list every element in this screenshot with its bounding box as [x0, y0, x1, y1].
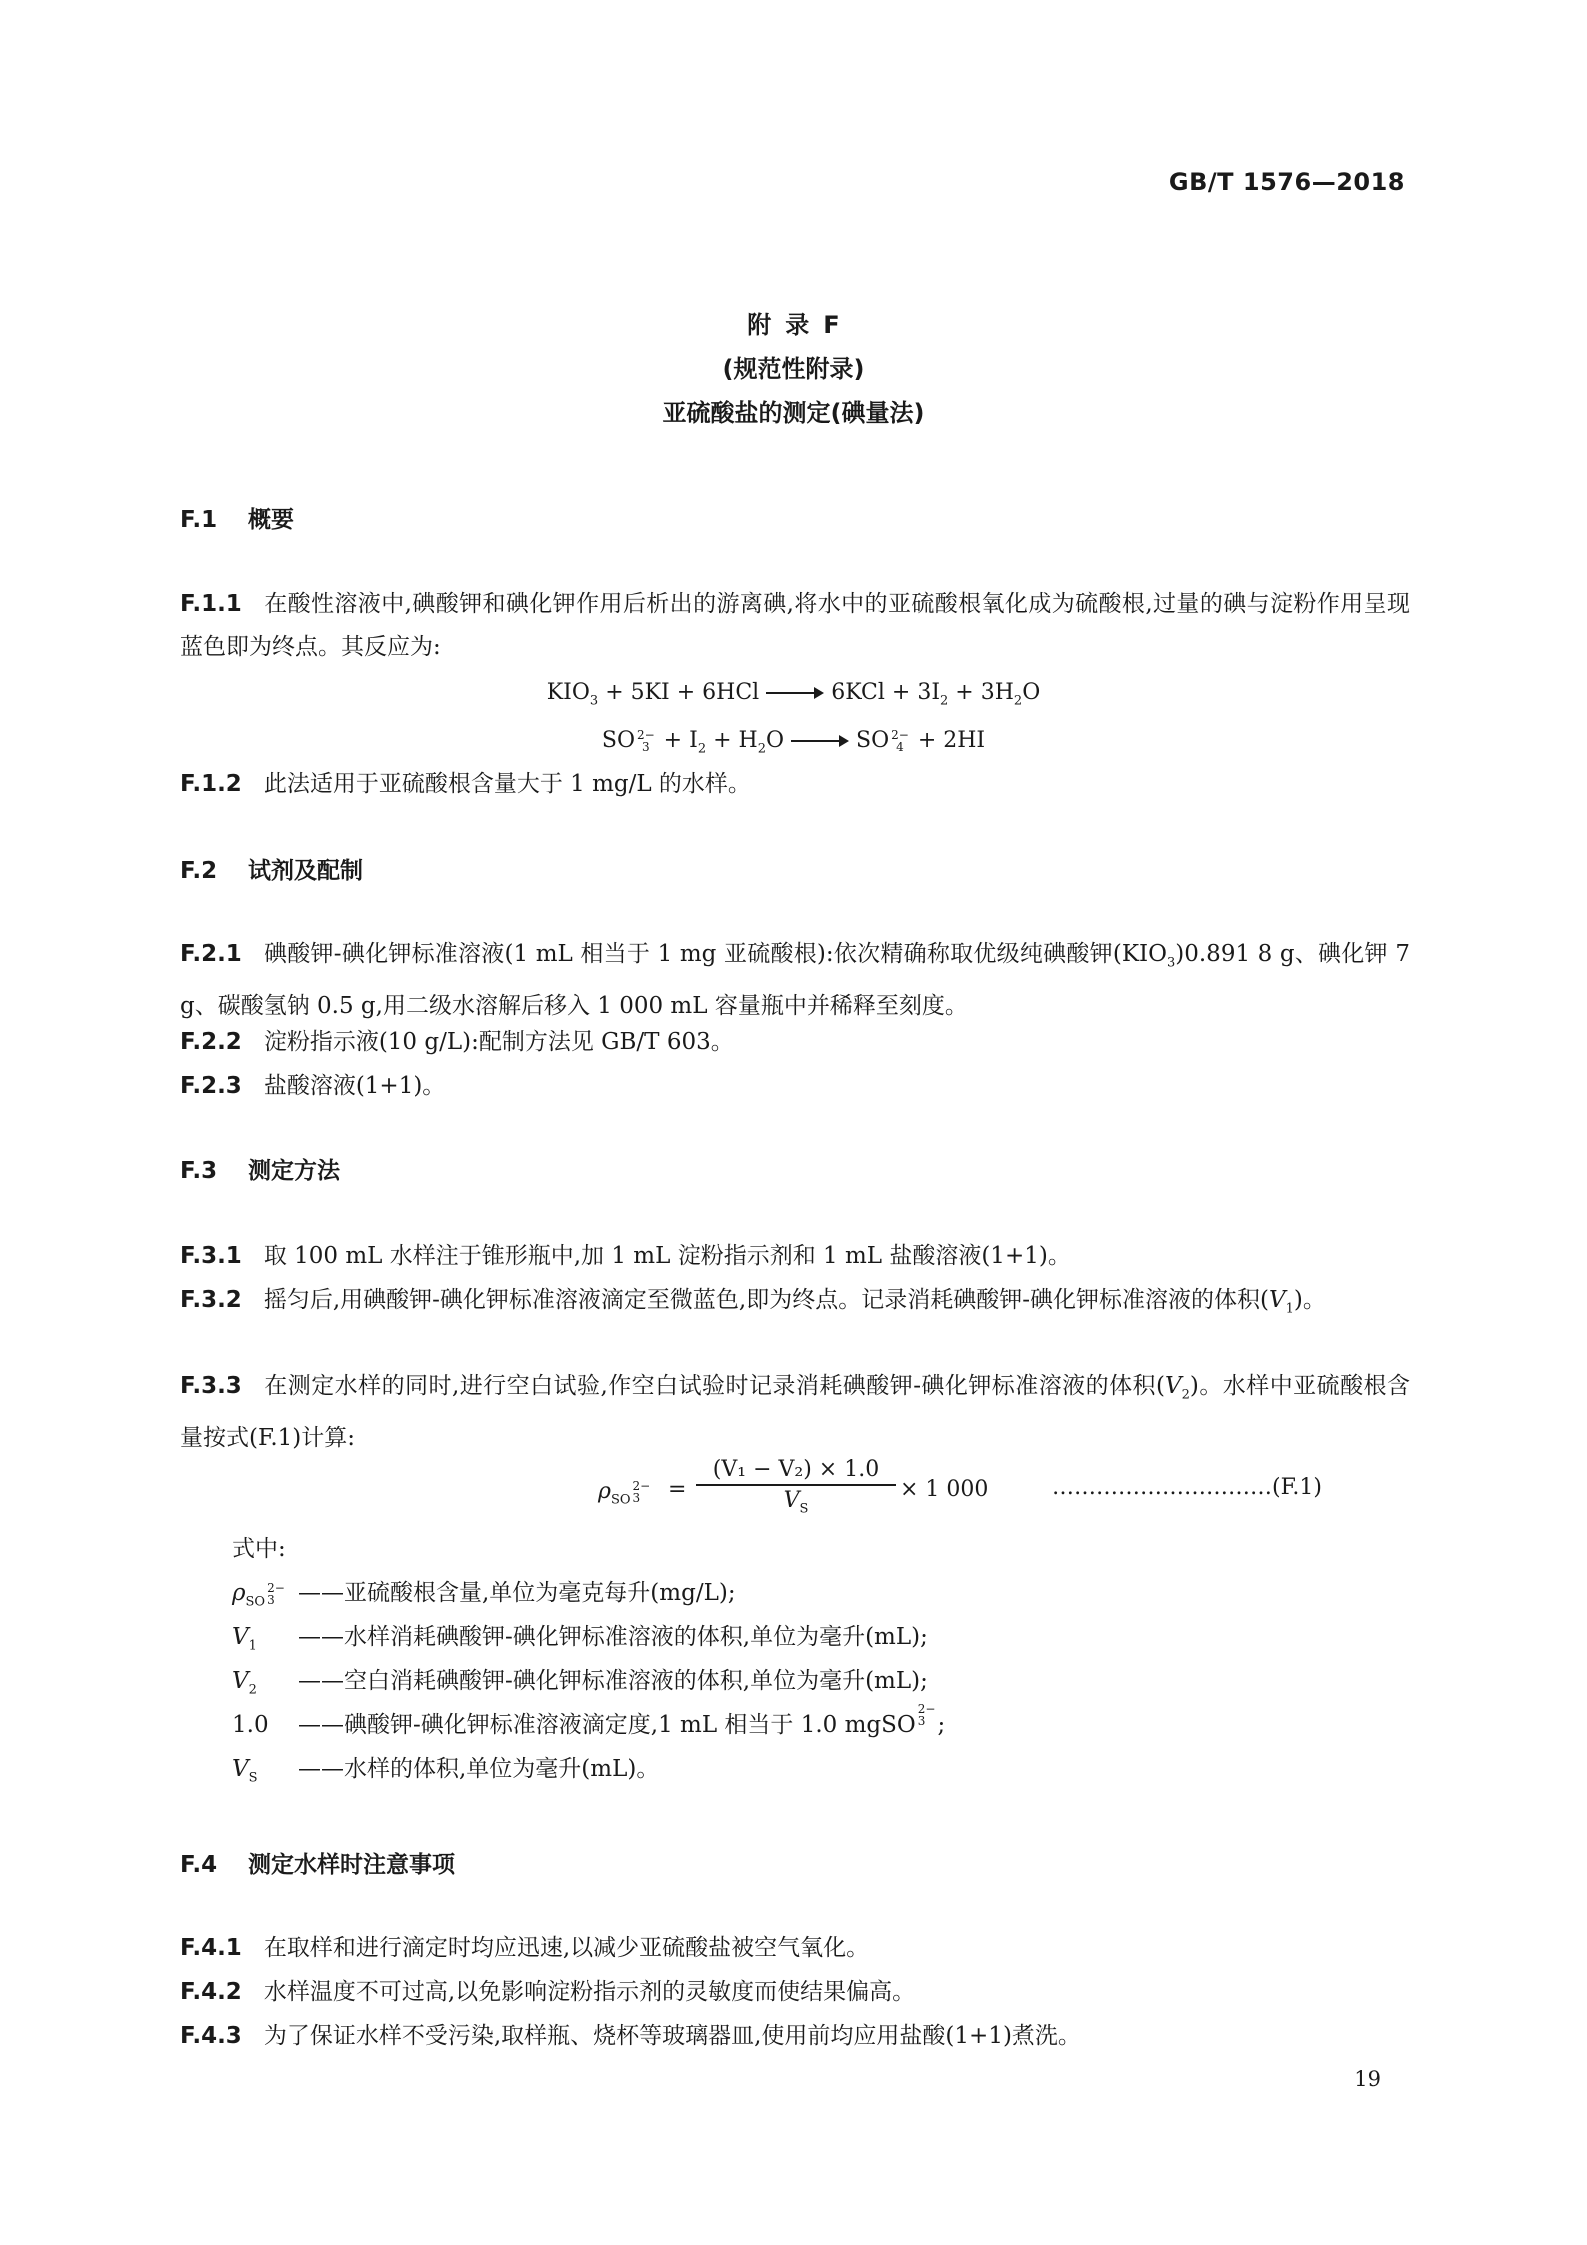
clause-number: F.2.1	[180, 941, 242, 967]
section-number: F.2	[180, 858, 218, 884]
section-title: 试剂及配制	[248, 858, 363, 884]
reaction-arrow-icon	[791, 731, 849, 751]
page-number: 19	[1354, 2067, 1381, 2091]
paragraph-f2-1: F.2.1 碘酸钾-碘化钾标准溶液(1 mL 相当于 1 mg 亚硫酸根):依次精确称取优级纯碘酸钾$(KIO_3)0.891$ 8 g、碘化钾 7 g、碳酸氢钠 0.5 g,用二级水溶解后移入 1 000 mL 容量瓶中并稀释至刻度。	[180, 941, 1410, 1019]
section-title: 测定水样时注意事项	[248, 1852, 455, 1878]
appendix-label: 附录F	[747, 311, 854, 339]
clause-number: F.2.2	[180, 1029, 242, 1055]
definition-row: $V_S$ ——水样的体积,单位为毫升(mL)。	[232, 1756, 660, 1786]
clause-number: F.4.2	[180, 1979, 242, 2005]
clause-number: F.3.3	[180, 1373, 242, 1399]
reaction-arrow-icon	[766, 683, 824, 703]
section-number: F.4	[180, 1852, 218, 1878]
clause-number: F.1.2	[180, 771, 242, 797]
standard-code: GB/T 1576—2018	[1168, 168, 1405, 196]
clause-text: 淀粉指示液(10 g/L):配制方法见 GB/T 603。	[263, 1029, 734, 1055]
clause-text: 此法适用于亚硫酸根含量大于 1 mg/L 的水样。	[263, 771, 751, 797]
clause-text: 取 100 mL 水样注于锥形瓶中,加 1 mL 淀粉指示剂和 1 mL 盐酸溶液(1+1)。	[263, 1243, 1071, 1269]
paragraph-f2-3	[180, 1065, 1410, 1108]
definition-row: $V_1$ ——水样消耗碘酸钾-碘化钾标准溶液的体积,单位为毫升(mL);	[232, 1624, 928, 1654]
clause-number: F.4.3	[180, 2023, 242, 2049]
paragraph-f4-2	[180, 1971, 1410, 2014]
paragraph-f1-1	[180, 583, 1410, 669]
paragraph-f4-1	[180, 1927, 1410, 1970]
clause-text: 在取样和进行滴定时均应迅速,以减少亚硫酸盐被空气氧化。	[263, 1935, 870, 1961]
appendix-title-block	[0, 303, 1587, 435]
definition-row: $V_2$ ——空白消耗碘酸钾-碘化钾标准溶液的体积,单位为毫升(mL);	[232, 1668, 928, 1698]
paragraph-f3-1	[180, 1235, 1410, 1278]
formula-fraction	[696, 1457, 896, 1516]
formula-lhs: $\rho_{SO}$ 2− 3	[598, 1479, 651, 1508]
clause-number: F.1.1	[180, 591, 242, 617]
clause-text: 盐酸溶液(1+1)。	[263, 1073, 446, 1099]
clause-number: F.3.1	[180, 1243, 242, 1269]
paragraph-f4-3	[180, 2015, 1410, 2058]
clause-number: F.2.3	[180, 1073, 242, 1099]
clause-number: F.4.1	[180, 1935, 242, 1961]
paragraph-f1-2	[180, 763, 1410, 806]
appendix-name: 亚硫酸盐的测定(碘量法)	[662, 399, 925, 427]
section-heading-f3	[180, 1154, 340, 1188]
definition-row: 1.0 ——碘酸钾-碘化钾标准溶液滴定度,1 mL 相当于 1.0 mgSO 2− 3 ;	[232, 1702, 946, 1738]
clause-number: F.3.2	[180, 1287, 242, 1313]
reaction-equation-2: SO 2− 3 + $I_2 + H_2O$ SO 2− 4 + 2HI	[601, 728, 986, 757]
section-title: 测定方法	[248, 1158, 340, 1184]
section-title: 概要	[248, 507, 294, 533]
section-heading-f4	[180, 1848, 455, 1882]
symbol-definitions	[232, 1527, 945, 1791]
formula-equals: =	[668, 1477, 687, 1502]
clause-text: 水样温度不可过高,以免影响淀粉指示剂的灵敏度而使结果偏高。	[263, 1979, 916, 2005]
definition-row: $\rho_{SO}$ 2− 3 ——亚硫酸根含量,单位为毫克每升(mg/L);	[232, 1580, 736, 1610]
section-number: F.1	[180, 507, 218, 533]
section-number: F.3	[180, 1158, 218, 1184]
paragraph-f3-3: F.3.3 在测定水样的同时,进行空白试验,作空白试验时记录消耗碘酸钾-碘化钾标准溶液的体积$(V_2)$。水样中亚硫酸根含量按式(F.1)计算:	[180, 1373, 1410, 1451]
paragraph-f2-2	[180, 1021, 1410, 1064]
formula-multiplier: × 1 000	[900, 1477, 989, 1502]
paragraph-f3-2: F.3.2 摇匀后,用碘酸钾-碘化钾标准溶液滴定至微蓝色,即为终点。记录消耗碘酸钾-碘化钾标准溶液的体积$(V_1)$。	[180, 1287, 1326, 1317]
section-heading-f1	[180, 503, 294, 537]
appendix-kind: (规范性附录)	[722, 355, 865, 383]
reaction-equation-1: $KIO_3 + 5KI + 6HCl$ $6KCl + 3I_2 + 3H_2O$	[546, 680, 1041, 709]
definitions-intro: 式中:	[232, 1536, 286, 1562]
formula-denominator: $V_S$	[783, 1488, 809, 1517]
clause-text: 为了保证水样不受污染,取样瓶、烧杯等玻璃器皿,使用前均应用盐酸(1+1)煮洗。	[263, 2023, 1081, 2049]
formula-numerator: (V₁ − V₂) × 1.0	[696, 1457, 896, 1486]
formula-number: …………………………(F.1)	[1052, 1475, 1322, 1500]
clause-text: 在酸性溶液中,碘酸钾和碘化钾作用后析出的游离碘,将水中的亚硫酸根氧化成为硫酸根,过量的碘与淀粉作用呈现蓝色即为终点。其反应为:	[180, 591, 1410, 660]
section-heading-f2	[180, 854, 363, 888]
